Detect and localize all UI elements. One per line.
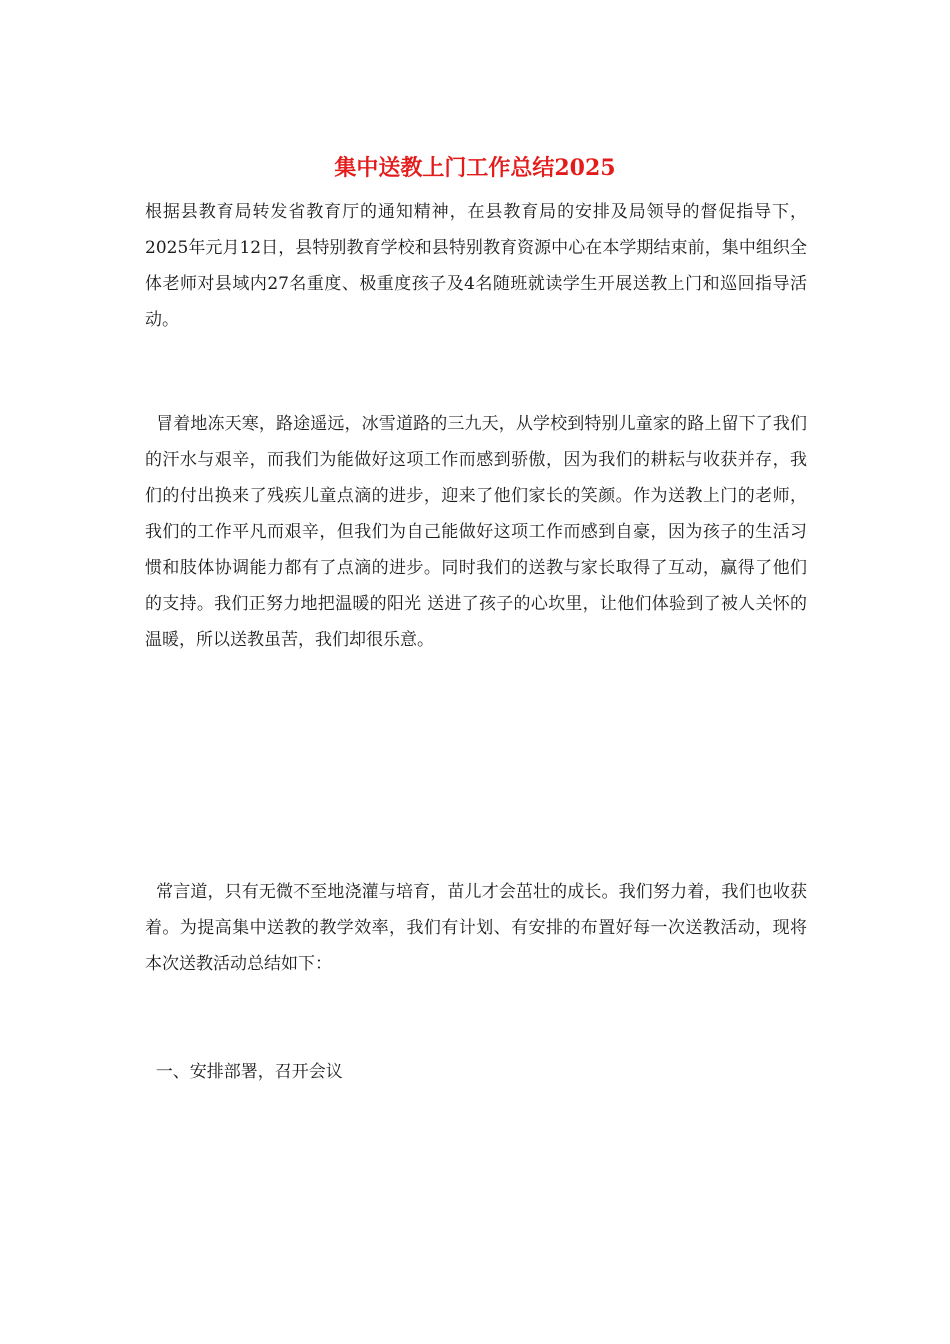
paragraph-summary-lead: 常言道，只有无微不至地浇灌与培育，苗儿才会茁壮的成长。我们努力着，我们也收获着。为提高集中送教的教学效率，我们有计划、有安排的布置好每一次送教活动，现将本次送教活动总结如下： [145, 882, 807, 974]
paragraph-intro: 根据县教育局转发省教育厅的通知精神，在县教育局的安排及局领导的督促指导下，2025年元月12日，县特别教育学校和县特别教育资源中心在本学期结束前，集中组织全体老师对县域内27名重度、极重度孩子及4名随班就读学生开展送教上门和巡回指导活动。 [145, 202, 807, 330]
document-title: 集中送教上门工作总结2025 [334, 155, 616, 181]
paragraph-hardship: 冒着地冻天寒，路途遥远，冰雪道路的三九天，从学校到特别儿童家的路上留下了我们的汗水与艰辛，而我们为能做好这项工作而感到骄傲，因为我们的耕耘与收获并存，我们的付出换来了残疾儿童点滴的进步，迎来了他们家长的笑颜。作为送教上门的老师，我们的工作平凡而艰辛，但我们为自己能做好这项工作而感到自豪，因为孩子的生活习惯和肢体协调能力都有了点滴的进步。同时我们的送教与家长取得了互动，赢得了他们的支持。我们正努力地把温暖的阳光 送进了孩子的心坎里，让他们体验到了被人关怀的温暖，所以送教虽苦，我们却很乐意。 [145, 414, 807, 650]
section-heading: 一、安排部署，召开会议 [145, 1062, 343, 1082]
